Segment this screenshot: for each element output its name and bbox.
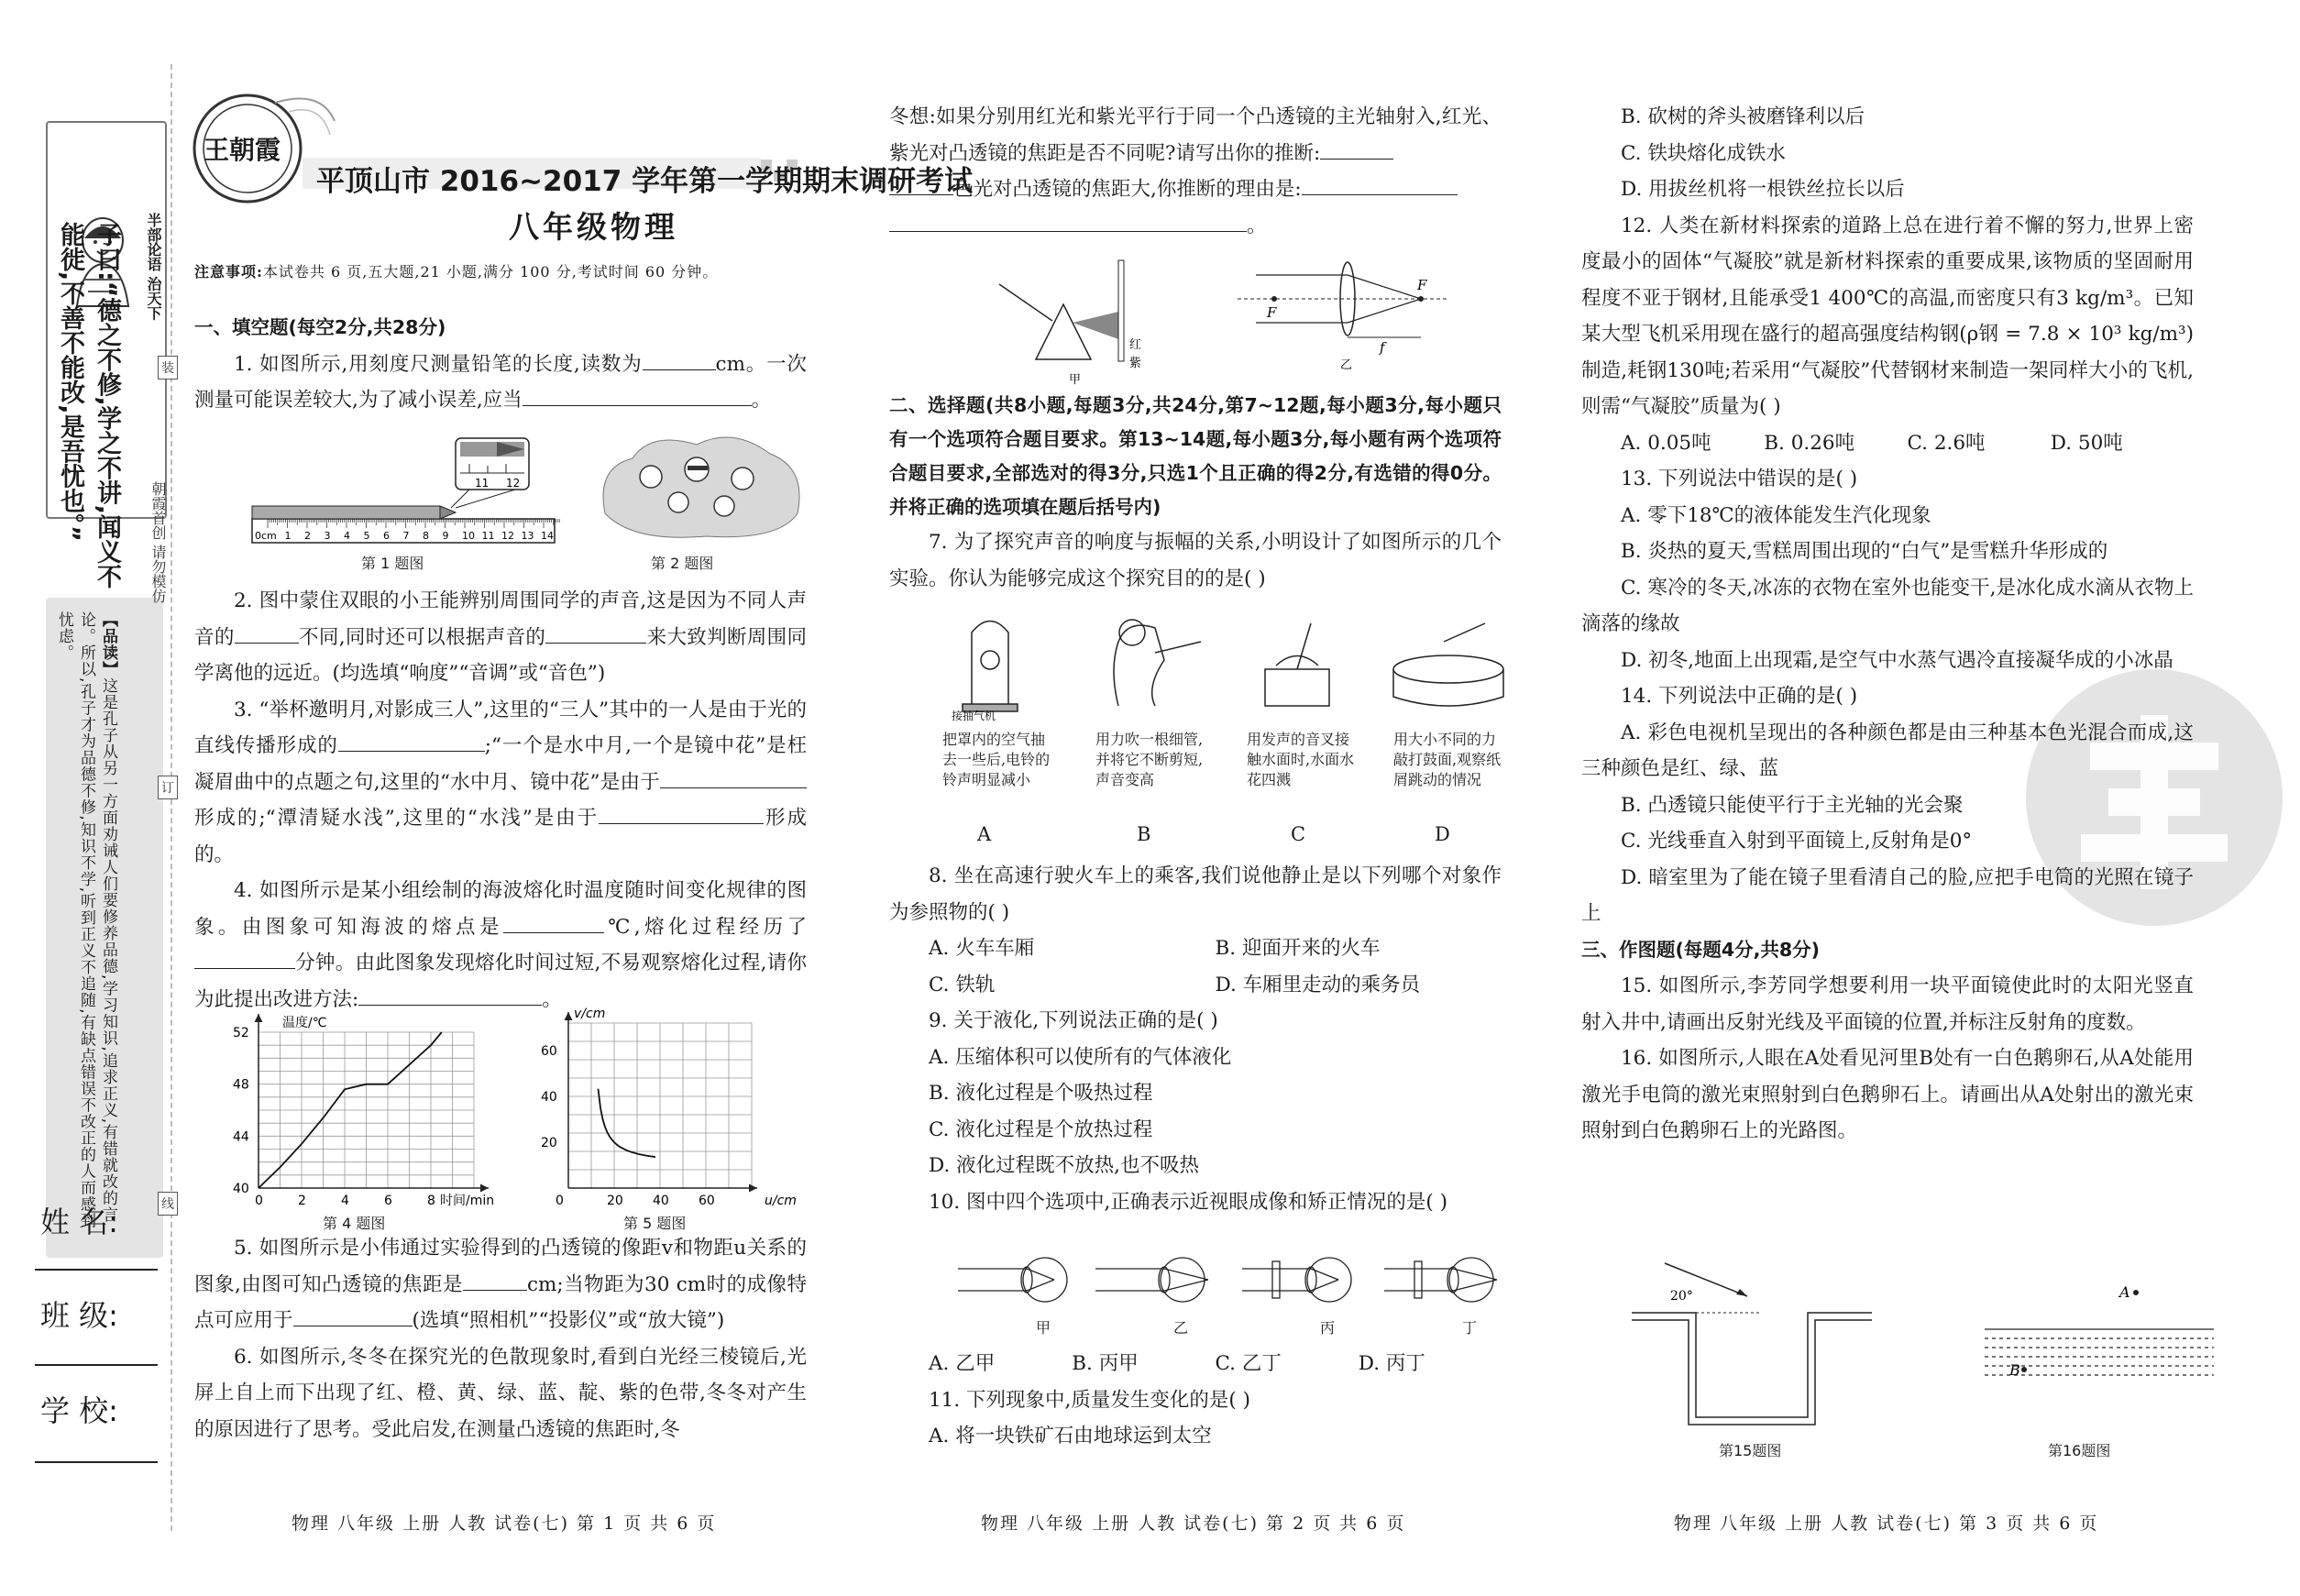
- fig5-x-tick: 40: [653, 1194, 669, 1208]
- question-9: 9. 关于液化,下列说法正确的是( ): [929, 1009, 1218, 1032]
- q11-option-b[interactable]: B. 砍树的斧头被磨锋利以后: [1621, 105, 1865, 128]
- q13-option-c[interactable]: C. 寒冷的冬天,冰冻的衣物在室外也能变干,是冰化成水滴从衣物上滴落的缘故: [1581, 576, 2194, 635]
- q10-option-a[interactable]: A. 乙甲: [929, 1352, 996, 1375]
- section-1-title: 一、填空题(每空2分,共28分): [194, 316, 446, 338]
- q12-option-c[interactable]: C. 2.6吨: [1907, 431, 1986, 455]
- answer-blank[interactable]: [1302, 175, 1458, 196]
- light-ray: [1027, 1269, 1054, 1280]
- logo-text: 王朝霞: [204, 135, 281, 165]
- question-12: 12. 人类在新材料探索的道路上总在进行着不懈的努力,世界上密度最小的固体“气凝胶”就是新材料探索的重要成果,该物质的坚固耐用程度不亚于钢材,且能承受1 400℃的高温,而密度只有3 kg/m³。已知某大型飞机采用现在盛行的超高强度结构钢(ρ钢 = 7.8 × 10³ kg/m³)制造,耗钢130吨;若采用“气凝胶”代替钢材来制造一架同样大小的飞机,则需“气凝胶”质量为( ): [1581, 214, 2194, 418]
- q7-option-d-desc: 用大小不同的力敲打鼓面,观察纸屑跳动的情况: [1393, 731, 1502, 788]
- page-2-column-b: [889, 389, 1502, 597]
- fig4-x-tick: 0: [255, 1194, 263, 1208]
- q14-option-d[interactable]: D. 暗室里为了能在镜子里看清自己的脸,应把手电筒的光照在镜子上: [1581, 865, 2194, 925]
- page-2-column-c: [889, 858, 1502, 1220]
- correction-lens: [1414, 1261, 1422, 1298]
- school-label: 学 校:: [40, 1393, 118, 1428]
- ruler-figure: [249, 436, 561, 546]
- class-field[interactable]: [35, 1364, 158, 1366]
- q7-option-a-desc: 把罩内的空气抽去一些后,电铃的铃声明显减小: [942, 731, 1051, 788]
- page-3-column: [1581, 99, 2194, 1150]
- q8-option-d[interactable]: D. 车厢里走动的乘务员: [1215, 973, 1421, 996]
- exam-title: 平顶山市 2016~2017 学年第一学期期末调研考试: [316, 165, 974, 198]
- q10-option-d[interactable]: D. 丙丁: [1358, 1352, 1425, 1375]
- q14-option-b[interactable]: B. 凸透镜只能使平行于主光轴的光会聚: [1621, 793, 1964, 817]
- fig4-x-tick: 8: [427, 1194, 435, 1208]
- q8-option-b[interactable]: B. 迎面开来的火车: [1215, 937, 1381, 960]
- notice-label: 注意事项:: [194, 263, 263, 281]
- ruler-tick-label: 8: [423, 530, 429, 542]
- question-10: 10. 图中四个选项中,正确表示近视眼成像和矫正情况的是( ): [929, 1190, 1447, 1214]
- fig15-angle-label: 20°: [1670, 1289, 1693, 1304]
- exam-subject: 八年级物理: [509, 209, 678, 245]
- q10-option-b[interactable]: B. 丙甲: [1072, 1352, 1139, 1375]
- fig4-y-tick: 52: [233, 1026, 249, 1040]
- q11-option-c[interactable]: C. 铁块熔化成铁水: [1621, 141, 1786, 165]
- q9-option-a[interactable]: A. 压缩体积可以使所有的气体液化: [929, 1045, 1232, 1069]
- page-2-footer: 物理 八年级 上册 人教 试卷(七) 第 2 页 共 6 页: [981, 1513, 1406, 1534]
- answer-blank[interactable]: [660, 767, 807, 788]
- q7-pump-label: 接抽气机: [952, 710, 996, 722]
- eyeball: [1307, 1258, 1351, 1302]
- q10-options: [889, 1346, 1502, 1382]
- seal-zhuang: 装: [158, 356, 178, 380]
- question-15: 15. 如图所示,李芳同学想要利用一块平面镜使此时的太阳光竖直射入井中,请画出反射光线及平面镜的位置,并标注反射角的度数。: [1581, 974, 2194, 1034]
- lens-uv-chart: [537, 1005, 807, 1212]
- question-3: 3. “举杯邀明月,对影成三人”,这里的“三人”其中的一人是由于光的直线传播形成的 ;“一个是水中月,一个是镜中花”是枉凝眉曲中的点题之句,这里的“水中月、镜中花”是由于形成的;“潭清疑水浅”,这里的“水浅”是由于 形成的。: [194, 698, 807, 866]
- question-8: 8. 坐在高速行驶火车上的乘客,我们说他静止是以下列哪个对象作为参照物的( ): [889, 864, 1502, 924]
- fig4-x-label: 时间/min: [440, 1194, 495, 1208]
- fig4-y-tick: 40: [233, 1182, 249, 1196]
- q8-option-a[interactable]: A. 火车车厢: [929, 937, 1035, 960]
- q12-option-b[interactable]: B. 0.26吨: [1764, 431, 1855, 455]
- light-ray: [1453, 1269, 1497, 1280]
- page-1-column-b: [194, 583, 807, 1018]
- q7-option-b-desc: 用力吹一根细管,并将它不断剪短,声音变高: [1095, 731, 1204, 788]
- review-text: [53, 611, 119, 1244]
- q11-option-d[interactable]: D. 用拔丝机将一根铁丝拉长以后: [1621, 178, 1905, 201]
- q14-option-c[interactable]: C. 光线垂直入射到平面镜上,反射角是0°: [1621, 830, 1973, 853]
- fig5-y-tick: 20: [541, 1136, 557, 1150]
- eye-diagram-label: 甲: [1036, 1319, 1051, 1337]
- fig15-caption: 第15题图: [1719, 1442, 1782, 1459]
- ruler-tick-label: 12: [501, 530, 514, 542]
- fig2-caption: 第 2 题图: [651, 555, 714, 572]
- fig6-F-left: F: [1267, 304, 1277, 321]
- question-7: 7. 为了探究声音的响度与振幅的关系,小明设计了如图所示的几个实验。你认为能够完成这个探究目的的是( ): [889, 531, 1502, 590]
- q11-option-a[interactable]: A. 将一块铁矿石由地球运到太空: [929, 1425, 1212, 1447]
- page-2-column: [889, 99, 1502, 244]
- school-field[interactable]: [35, 1461, 158, 1463]
- q13-option-b[interactable]: B. 炎热的夏天,雪糕周围出现的“白气”是雪糕升华形成的: [1621, 540, 2108, 563]
- answer-blank[interactable]: [643, 349, 716, 370]
- well-figure: [1632, 1256, 1879, 1430]
- answer-blank[interactable]: [338, 732, 485, 753]
- question-13: 13. 下列说法中错误的是( ): [1621, 468, 1858, 490]
- light-ray: [1453, 1280, 1497, 1291]
- answer-blank[interactable]: [889, 175, 953, 196]
- eye-diagram-label: 丙: [1320, 1319, 1336, 1337]
- fig6-F-right: F: [1417, 277, 1427, 293]
- q12-option-a[interactable]: A. 0.05吨: [1621, 431, 1711, 455]
- uv-curve: [599, 1089, 656, 1157]
- ruler-zoom-label-11: 11: [475, 477, 490, 490]
- section-3-title: 三、作图题(每题4分,共8分): [1581, 938, 1821, 961]
- question-6-cont: 冬想:如果分别用红光和紫光平行于同一个凸透镜的主光轴射入,红光、紫光对凸透镜的焦距是否不同呢?请写出你的推断: 色光对凸透镜的焦距大,你推断的理由是: 。: [889, 105, 1502, 237]
- page-1-column: [194, 310, 807, 419]
- fig4-caption: 第 4 题图: [323, 1215, 386, 1232]
- review-body: 这是孔子从另一方面劝诫人们要修养品德,学习知识,追求正义,有错就改的言论。所以,孔子才为品德不修,知识不学,听到正义不追随,有缺点错误不改正的人而感到忧虑。: [55, 611, 117, 1229]
- answer-blank[interactable]: [1320, 138, 1393, 160]
- question-16: 16. 如图所示,人眼在A处看见河里B处有一白色鹅卵石,从A处能用激光手电筒的激光束照射到白色鹅卵石上。请画出从A处射出的激光束照射到白色鹅卵石上的光路图。: [1581, 1047, 2194, 1142]
- q14-option-a[interactable]: A. 彩色电视机呈现出的各种颜色都是由三种基本色光混合而成,这三种颜色是红、绿、蓝: [1581, 721, 2194, 780]
- answer-blank[interactable]: [235, 622, 299, 644]
- question-4: 4. 如图所示是某小组绘制的海波熔化时温度随时间变化规律的图象。由图象可知海波的熔点是 ℃,熔化过程经历了分钟。由此图象发现熔化时间过短,不易观察熔化过程,请你为此提出改进方法: 。: [194, 879, 807, 1011]
- q8-options-row1: [889, 930, 1502, 967]
- eye-diagram-label: 乙: [1173, 1319, 1189, 1337]
- fig4-y-tick: 44: [233, 1129, 249, 1145]
- light-ray: [1311, 1269, 1338, 1280]
- light-ray: [1164, 1269, 1208, 1280]
- fig5-x-label: u/cm: [765, 1194, 797, 1208]
- eye-diagram: [1384, 1258, 1497, 1302]
- fig1-caption: 第 1 题图: [361, 555, 424, 572]
- fig5-y-tick: 40: [541, 1090, 557, 1105]
- eye-diagram: [1095, 1258, 1208, 1302]
- ruler-tick-label: 7: [402, 530, 410, 542]
- fig16-point-B: B: [2009, 1361, 2020, 1379]
- fig6-caption-a: 甲: [1069, 373, 1082, 387]
- ruler-tick-label: 3: [324, 530, 331, 542]
- light-ray: [1164, 1280, 1208, 1291]
- fig5-y-label: v/cm: [574, 1007, 606, 1021]
- fig6-f-label: f: [1380, 339, 1385, 356]
- answer-blank[interactable]: [358, 985, 542, 1006]
- answer-blank[interactable]: [503, 912, 604, 933]
- strip-title: 半部论语 治天下: [145, 213, 162, 321]
- fig6-purple-label: 紫: [1129, 357, 1142, 370]
- ruler-tick-label: 14: [541, 530, 554, 542]
- ruler-tick-label: 5: [363, 530, 370, 542]
- light-ray: [1027, 1280, 1054, 1291]
- eyeball: [1161, 1258, 1205, 1302]
- page-1-column-c: [194, 1230, 807, 1447]
- ruler-tick-label: 11: [481, 530, 495, 542]
- q7-option-c-label[interactable]: C: [1291, 823, 1306, 845]
- fig16-point-A: A: [2119, 1283, 2130, 1301]
- ruler-tick-label: 13: [521, 530, 534, 542]
- review-label: 【品读】: [99, 611, 117, 677]
- answer-blank[interactable]: [523, 386, 752, 407]
- eye-diagram: [958, 1258, 1067, 1302]
- prism-lens-figure: [990, 259, 1467, 387]
- side-note: 朝霞首创 请勿模仿: [149, 481, 167, 604]
- ruler-tick-label: 2: [304, 530, 311, 542]
- question-6: 6. 如图所示,冬冬在探究光的色散现象时,看到白光经三棱镜后,光屏上自上而下出现了红、橙、黄、绿、蓝、靛、紫的色带,冬冬对产生的原因进行了思考。受此启发,在测量凸透镜的焦距时,冬: [194, 1345, 807, 1441]
- fig5-x-tick: 60: [699, 1194, 715, 1208]
- q10-option-c[interactable]: C. 乙丁: [1215, 1352, 1282, 1375]
- fig16-caption: 第16题图: [2048, 1442, 2111, 1459]
- question-1: 1. 如图所示,用刻度尺测量铅笔的长度,读数为 cm。一次测量可能误差较大,为了减小误差,应当 。: [194, 347, 807, 419]
- q9-option-d[interactable]: D. 液化过程既不放热,也不吸热: [929, 1154, 1199, 1177]
- fig4-x-tick: 6: [384, 1194, 392, 1208]
- melting-curve-chart: [227, 1008, 502, 1210]
- seal-ding: 订: [158, 776, 178, 799]
- class-label: 班 级:: [40, 1298, 118, 1333]
- q7-option-c-desc: 用发声的音叉接触水面时,水面水花四溅: [1247, 731, 1355, 788]
- name-label: 姓 名:: [40, 1205, 118, 1239]
- q13-option-a[interactable]: A. 零下18℃的液体能发生汽化现象: [1621, 503, 1931, 527]
- q7-option-a-label[interactable]: A: [977, 823, 992, 845]
- q8-option-c[interactable]: C. 铁轨: [929, 973, 996, 996]
- question-14: 14. 下列说法中正确的是( ): [1621, 685, 1858, 708]
- answer-blank[interactable]: [545, 622, 646, 644]
- q12-option-d[interactable]: D. 50吨: [2050, 431, 2123, 455]
- answer-blank[interactable]: [599, 804, 764, 825]
- eye-diagram-label: 丁: [1462, 1319, 1478, 1337]
- correction-lens: [1272, 1261, 1280, 1298]
- eyeball: [1449, 1258, 1493, 1302]
- eyeball: [1023, 1258, 1067, 1302]
- answer-blank[interactable]: [194, 949, 295, 970]
- fig5-y-tick: 60: [541, 1044, 557, 1059]
- fig6-caption-b: 乙: [1340, 358, 1353, 372]
- q8-options-row2: [889, 967, 1502, 1004]
- notice-text: 本试卷共 6 页,五大题,21 小题,满分 100 分,考试时间 60 分钟。: [262, 263, 719, 281]
- q9-option-c[interactable]: C. 液化过程是个放热过程: [929, 1117, 1153, 1141]
- page-1-footer: 物理 八年级 上册 人教 试卷(七) 第 1 页 共 6 页: [292, 1513, 717, 1534]
- ruler-zero-label: 0cm: [255, 530, 277, 542]
- fig5-x-tick: 20: [607, 1194, 623, 1208]
- ruler-tick-label: 1: [284, 530, 292, 542]
- q9-option-b[interactable]: B. 液化过程是个吸热过程: [929, 1082, 1153, 1105]
- fig4-y-label: 温度/℃: [282, 1016, 327, 1030]
- name-field[interactable]: [35, 1269, 158, 1271]
- section-2-title: 二、选择题(共8小题,每题3分,共24分,第7~12题,每小题3分,每小题只有一个选项符合题目要求。第13~14题,每小题3分,每小题有两个选项符合题目要求,全部选对的得3分,只选1个且正确的得2分,有选错的得0分。并将正确的选项填在题后括号内): [889, 394, 1502, 518]
- eye-diagram: [1242, 1258, 1351, 1302]
- page-2-column-d: [889, 1346, 1502, 1455]
- fig5-x-tick: 0: [556, 1194, 564, 1208]
- ruler-tick-label: 10: [462, 530, 475, 542]
- eye-diagrams: [944, 1243, 1513, 1316]
- answer-blank[interactable]: [463, 1270, 527, 1291]
- seal-xian: 线: [158, 1192, 178, 1216]
- q12-options: [1581, 425, 2194, 462]
- answer-blank[interactable]: [889, 211, 1247, 232]
- fig4-y-tick: 48: [233, 1077, 249, 1093]
- ruler-tick-label: 6: [383, 530, 390, 542]
- light-ray: [1311, 1280, 1338, 1291]
- fig4-x-tick: 4: [341, 1194, 349, 1208]
- answer-blank[interactable]: [293, 1306, 413, 1327]
- exam-notice: [194, 260, 718, 281]
- sound-experiments-figure: [935, 605, 1522, 724]
- question-5: 5. 如图所示是小伟通过实验得到的凸透镜的像距v和物距u关系的图象,由图可知凸透镜的焦距是 cm;当物距为30 cm时的成像特点可应用于 (选填“照相机”“投影仪”或“放大镜”): [194, 1237, 807, 1332]
- page-3-footer: 物理 八年级 上册 人教 试卷(七) 第 3 页 共 6 页: [1674, 1513, 2099, 1534]
- blindfold-game-illustration: [596, 431, 807, 545]
- fig6-red-label: 红: [1129, 338, 1142, 352]
- q13-option-d[interactable]: D. 初冬,地面上出现霜,是空气中水蒸气遇冷直接凝华成的小冰晶: [1621, 648, 2173, 672]
- question-11: 11. 下列现象中,质量发生变化的是( ): [929, 1388, 1250, 1412]
- question-2: 2. 图中蒙住双眼的小王能辨别周围同学的声音,这是因为不同人声音的 不同,同时还可以根据声音的 来大致判断周围同学离他的远近。(均选填“响度”“音调”或“音色”): [194, 589, 807, 685]
- ruler-zoom-label-12: 12: [506, 477, 521, 490]
- fig4-x-tick: 2: [298, 1194, 306, 1208]
- ruler-tick-label: 9: [442, 530, 449, 542]
- confucius-quote: 子曰:“德之不修,学之不讲,闻义不能徙,不善不能改,是吾忧也。”: [56, 222, 121, 589]
- fig5-caption: 第 5 题图: [623, 1215, 687, 1232]
- q7-option-b-label[interactable]: B: [1137, 823, 1151, 845]
- q7-option-d-label[interactable]: D: [1435, 823, 1450, 845]
- river-figure: [1980, 1274, 2218, 1403]
- ruler-tick-label: 4: [344, 530, 350, 542]
